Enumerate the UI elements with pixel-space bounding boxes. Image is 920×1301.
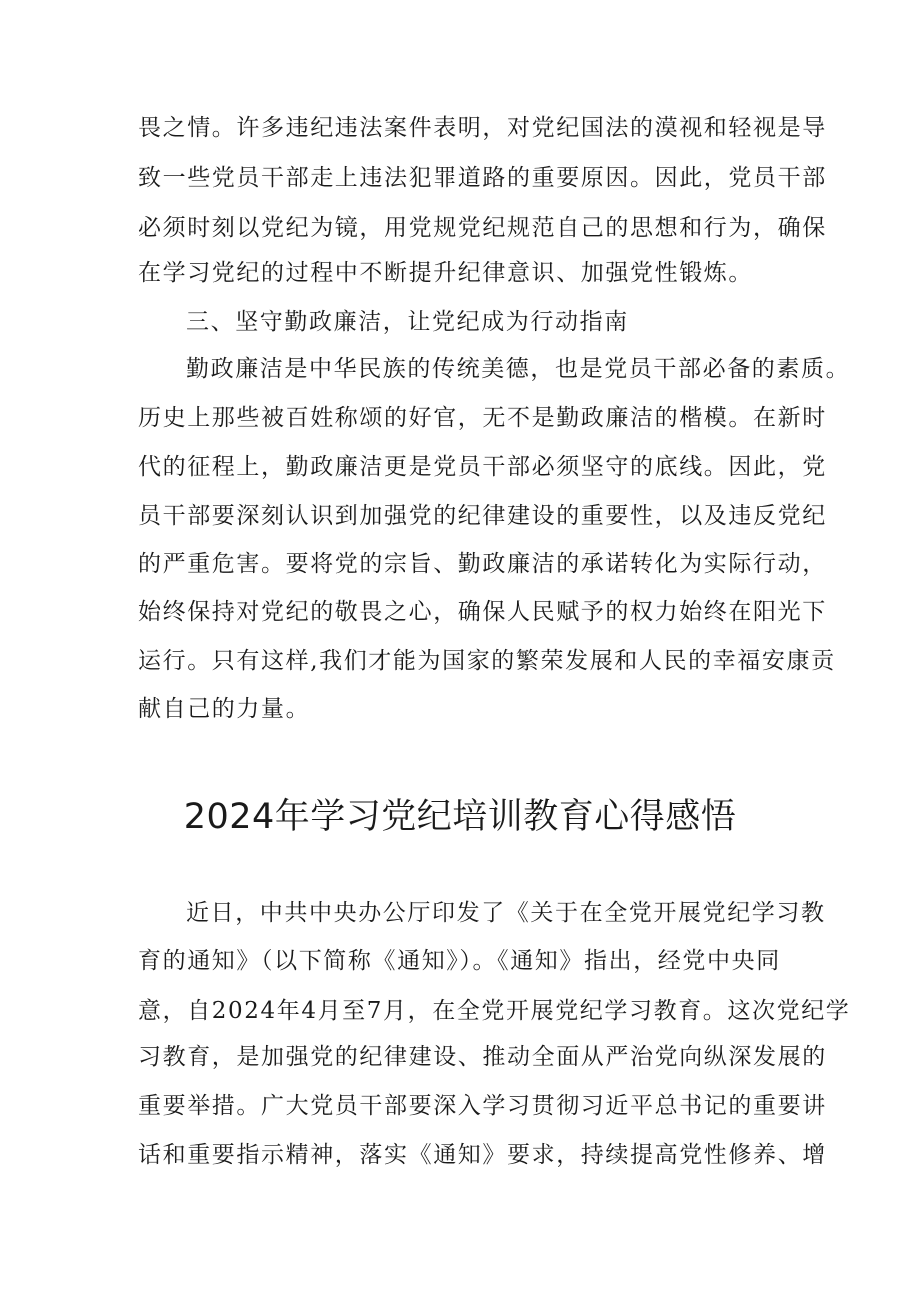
text-line: 育的通知》（以下简称《通知》）。《通知》指出，经党中央同	[138, 948, 781, 974]
text-line: 献自己的力量。	[138, 696, 311, 722]
text-line: 近日，中共中央办公厅印发了《关于在全党开展党纪学习教	[186, 900, 826, 926]
text-line: 致一些党员干部走上违法犯罪道路的重要原因。因此，党员干部	[138, 165, 827, 191]
text-line: 习教育，是加强党的纪律建设、推动全面从严治党向纵深发展的	[138, 1044, 827, 1070]
text-line: 意，自2024年4月至7月，在全党开展党纪学习教育。这次党纪学	[138, 998, 851, 1024]
text-line: 的严重危害。要将党的宗旨、勤政廉洁的承诺转化为实际行动，	[138, 551, 827, 577]
article-title: 2024年学习党纪培训教育心得感悟	[183, 797, 737, 837]
text-line: 代的征程上，勤政廉洁更是党员干部必须坚守的底线。因此，党	[138, 454, 827, 480]
text-line: 勤政廉洁是中华民族的传统美德，也是党员干部必备的素质。	[186, 356, 851, 382]
text-line: 在学习党纪的过程中不断提升纪律意识、加强党性锻炼。	[138, 260, 753, 286]
text-line: 始终保持对党纪的敬畏之心，确保人民赋予的权力始终在阳光下	[138, 599, 827, 625]
text-line: 运行。只有这样,我们才能为国家的繁荣发展和人民的幸福安康贡	[138, 648, 836, 674]
text-line: 员干部要深刻认识到加强党的纪律建设的重要性，以及违反党纪	[138, 503, 827, 529]
text-line: 历史上那些被百姓称颂的好官，无不是勤政廉洁的楷模。在新时	[138, 405, 827, 431]
text-line: 畏之情。许多违纪违法案件表明，对党纪国法的漠视和轻视是导	[138, 115, 827, 141]
text-line: 重要举措。广大党员干部要深入学习贯彻习近平总书记的重要讲	[138, 1093, 827, 1119]
text-line: 话和重要指示精神，落实《通知》要求，持续提高党性修养、增	[138, 1142, 827, 1168]
text-line: 必须时刻以党纪为镜，用党规党纪规范自己的思想和行为，确保	[138, 215, 827, 241]
section-heading: 三、坚守勤政廉洁，让党纪成为行动指南	[186, 309, 629, 335]
